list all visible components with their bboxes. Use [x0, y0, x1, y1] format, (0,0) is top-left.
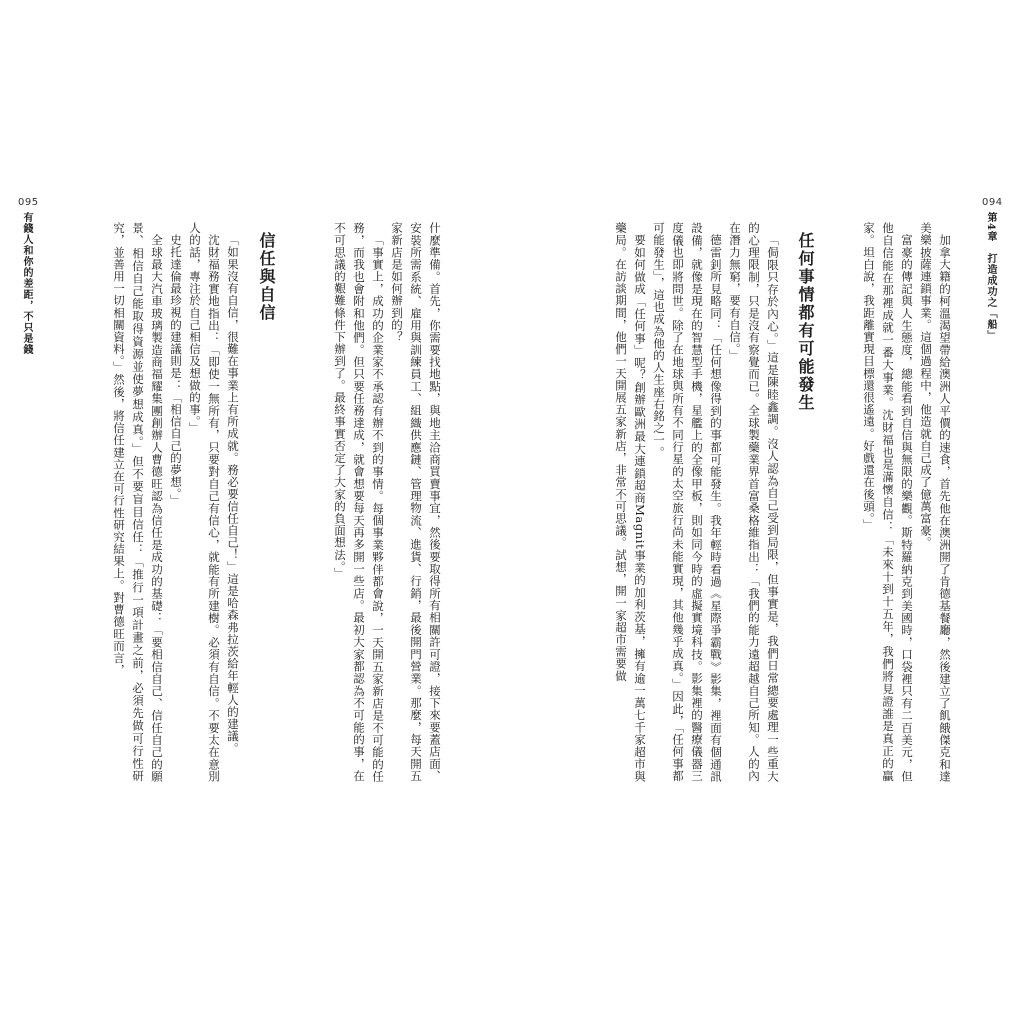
section-heading-right: 任何事情都有可能發生: [796, 232, 815, 412]
paragraph: 德雷釗所見略同：「任何想像得到的事都可能發生。我年輕時看過《星際爭霸戰》影集，裡面有個通訊設備，就像是現在的智慧型手機，星艦上的全像甲板，則如同今時的虛擬實境科技。影集裡的醫療儀器三度儀也即將問世。除了在地球與所有不同行星的太空旅行尚未能實現，其他幾乎成真。」因此，「任何事都可能發生」，這也成為他的人生座右銘之一。: [652, 222, 723, 782]
paragraph: 全球最大汽車玻璃製造商福耀集團創辦人曹德旺認為信任是成功的基礎：「要相信自己、信任自己的願景、相信自己能取得資源並使夢想成真。」但不要盲目信任：「推行一項計畫之前，必須先做可行性研究，並善用一切相關資料。」然後，將信任建立在可行性研究結果上。對曹德旺而言，: [112, 222, 164, 782]
paragraph: 「如果沒有自信，很難在事業上有所成就。務必要信任自己！」這是哈森弗拉茨給年輕人的建議。: [226, 233, 240, 754]
paragraph: 「侷限只存於內心。」這是陳睦鑫調。沒人認為自己受到局限，但事實是，我們日常總要處理一些重大的心理限制，只是沒有察覺而已。全球製藥業界首富桑格維指出：「我們的能力遠超越自己所知。人的內在潛力無窮，要有自信。」: [728, 222, 780, 782]
text-block-left-b: [66, 222, 242, 782]
text-block-right-a: [840, 222, 954, 782]
text-block-right-b: [596, 222, 782, 782]
paragraph: 史托達倫最珍視的建議則是：「相信自己的夢想。」: [169, 233, 183, 507]
page-number-left: 095: [18, 197, 39, 208]
paragraph: 加拿大籍的柯溫渴望帶給澳洲人平價的速食，首先他在澳洲開了肯德基餐廳，然後建立了飢餓傑克和達美樂披薩連鎖事業。這個過程中，他造就自己成了億萬富豪。: [919, 222, 952, 782]
page-number-right: 094: [982, 197, 1003, 208]
paragraph: 沈財福務實地指出：「即使一無所有，只要對自己有信心，就能有所建樹。必須有自信。不要太在意別人的話，專注於自己相信及想做的事。」: [188, 222, 221, 782]
paragraph: 要如何做成「任何事」呢？創辦歐洲最大連鎖超商Magnit事業的加利茨基，擁有逾一萬七千家超市與藥局。在訪談期間，他們一天開展五家新店，非常不可思議。試想，開一家超市需要做: [614, 222, 647, 782]
paragraph: 富豪的傳記與人生態度，總能看到自信與無限的樂觀。斯特羅納克到美國時，口袋裡只有二百美元，但他自信能在那裡成就一番大事業。沈財福也是滿懷自信：「未來十到十五年，我們將見證誰是真正的贏家。坦白說，我距離實現目標還很遙遠。好戲還在後頭。」: [862, 222, 914, 782]
text-block-left-a: [318, 222, 444, 782]
running-head-right: 第4章 打造成功之「船」: [985, 212, 996, 341]
paragraph: 「事實上，成功的企業家不承認有辦不到的事情。每個事業夥伴都會說，一天開五家新店是不可能的任務，而我也會附和他們。但只要任務達成，就會想要每天再多開一些店。最初大家都認為不可能的事，在不可思議的艱難條件下辦到了。最終事實否定了大家的負面想法。」: [333, 222, 385, 782]
section-heading-left: 信任與自信: [257, 232, 276, 322]
paragraph: 什麼準備。首先，你需要找地點，與地主洽商買賣事宜，然後要取得所有相關許可證，接下來要蓋店面、安裝所需系統、雇用與訓練員工、組織供應鏈、管理物流、進貨、行銷，最後開門營業。那麼，每天開五家新店是如何辦到的？: [390, 222, 442, 782]
running-head-left: 有錢人和你的差距，不只是錢: [21, 212, 32, 355]
